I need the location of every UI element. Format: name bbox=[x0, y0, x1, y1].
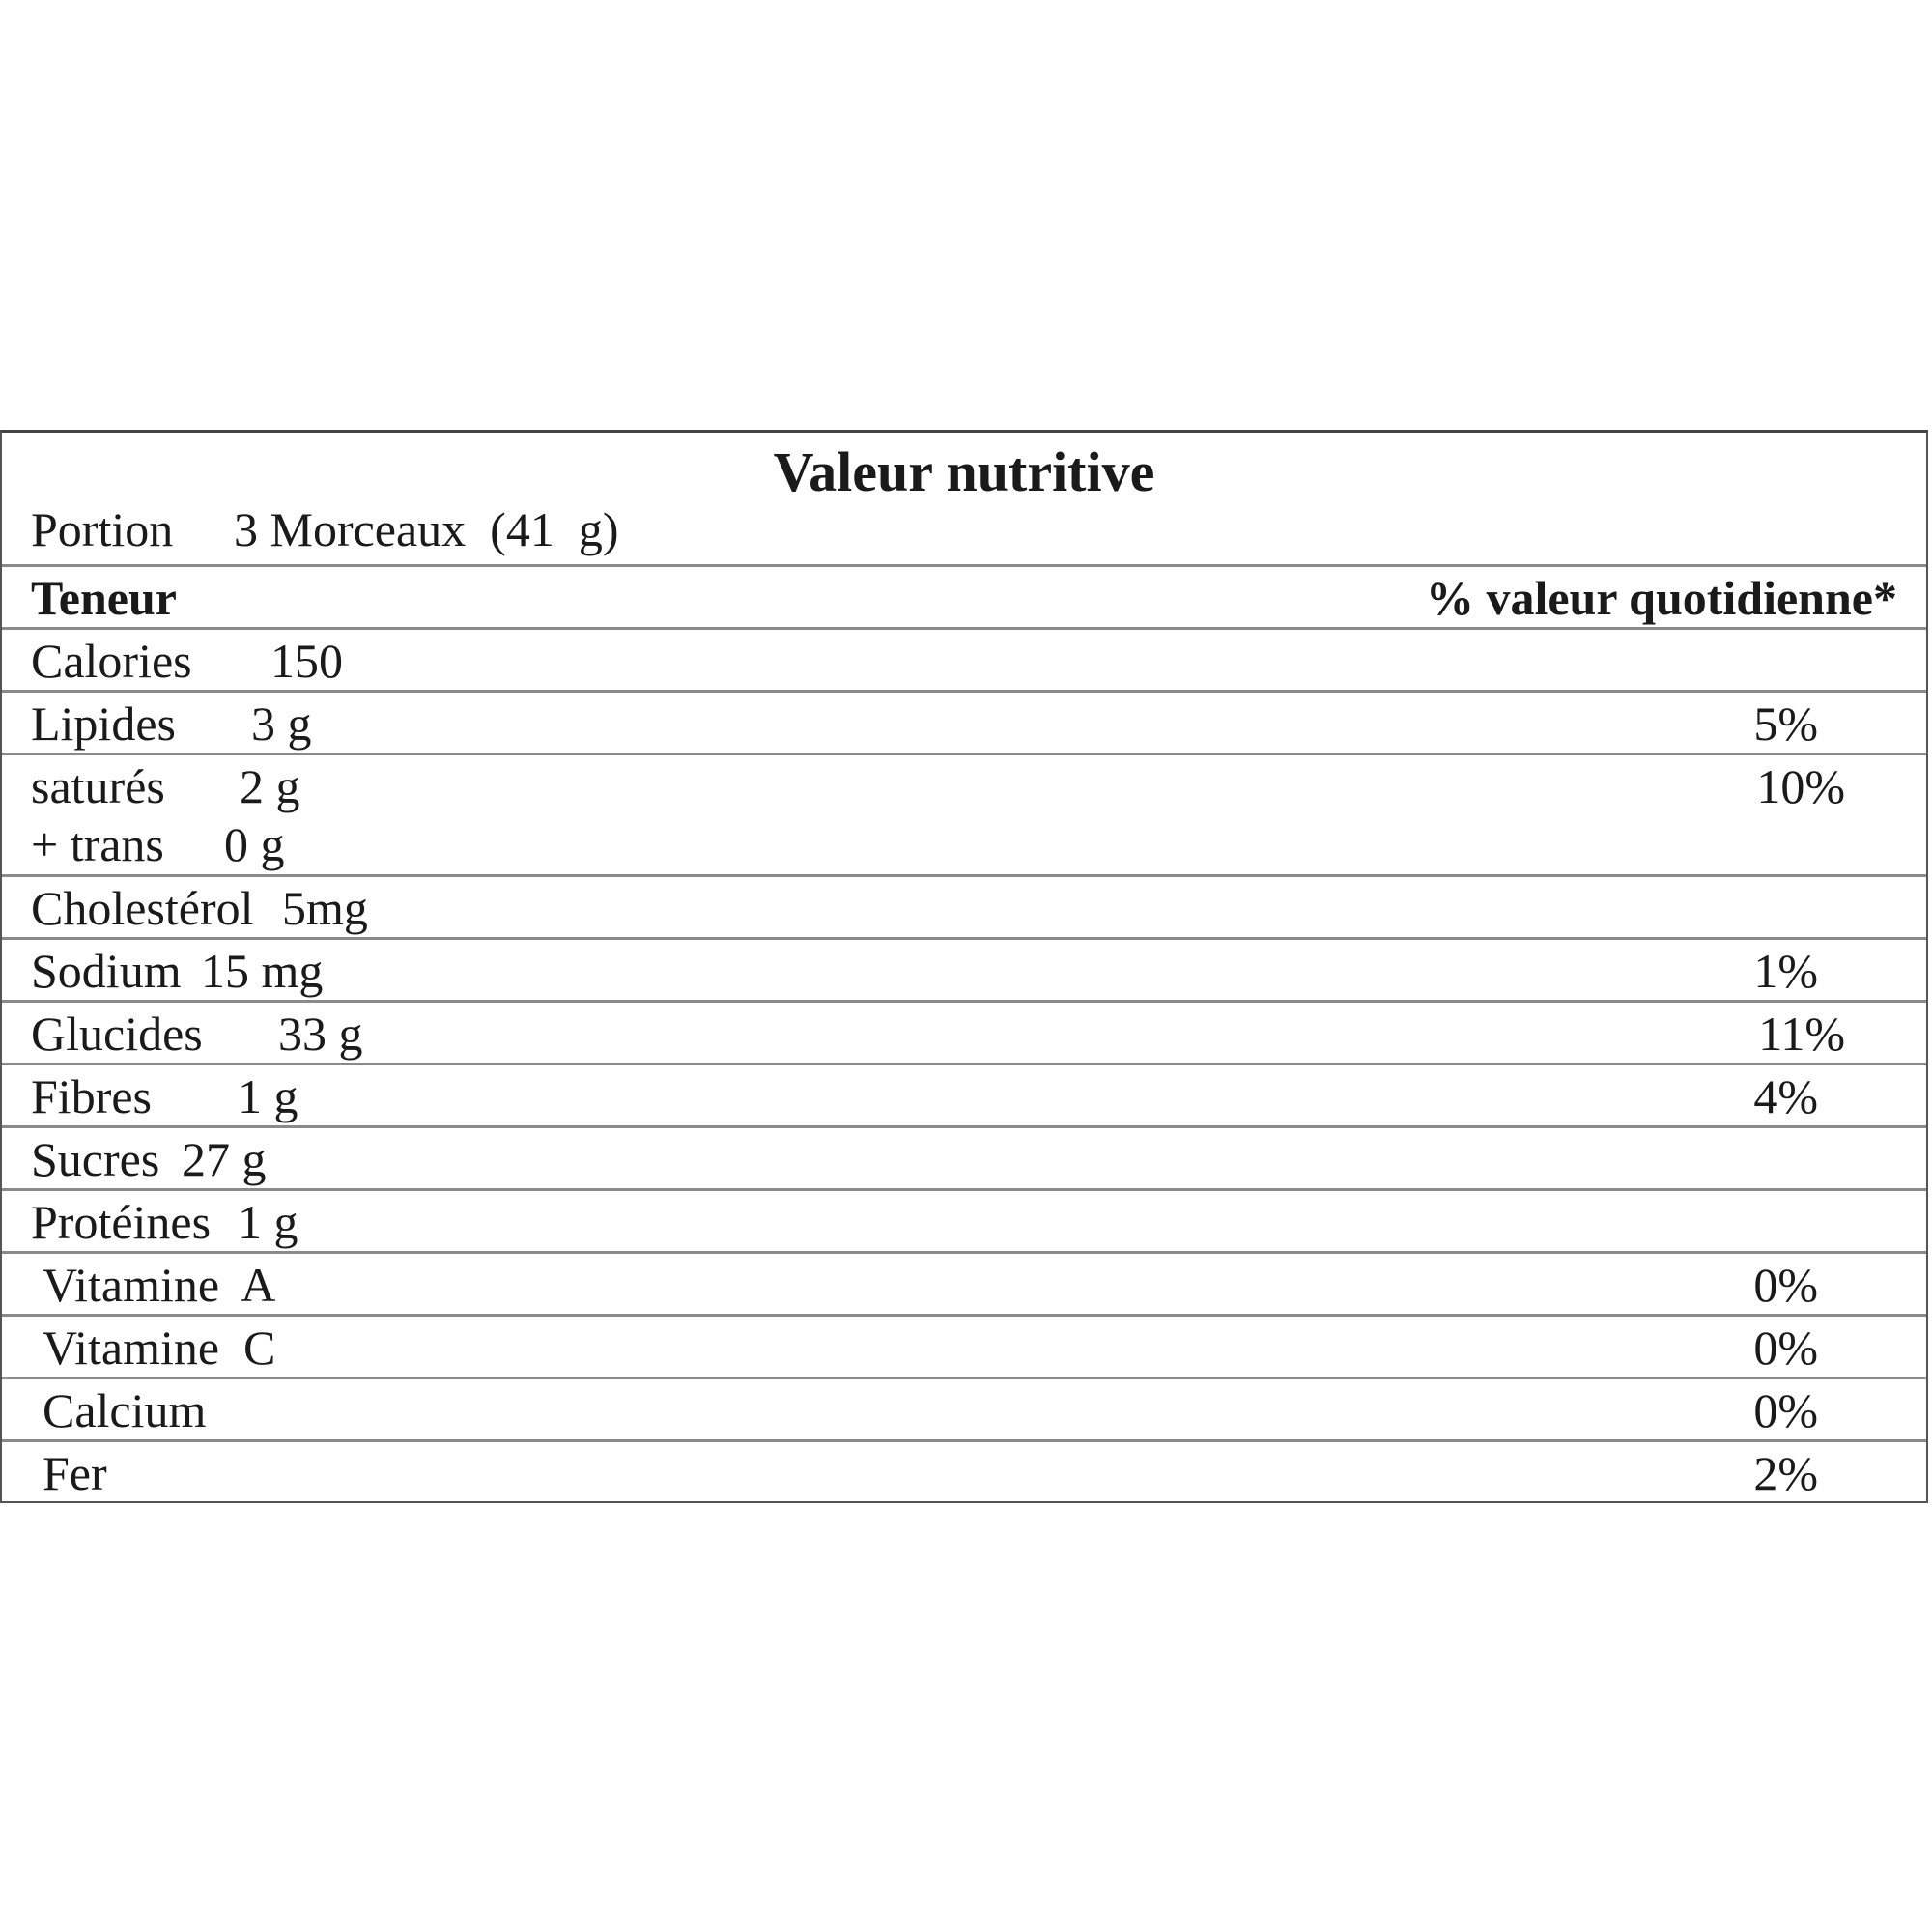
nutrient-daily-value: 0% bbox=[1753, 1383, 1818, 1437]
nutrient-daily-value: 10% bbox=[1756, 759, 1845, 813]
header-row bbox=[2, 567, 1926, 630]
nutrient-daily-value: 2% bbox=[1753, 1446, 1818, 1500]
nutrient-row-calcium bbox=[2, 1379, 1926, 1442]
nutrient-row-fer bbox=[2, 1442, 1926, 1502]
nutrient-row-fibres bbox=[2, 1065, 1926, 1128]
nutrient-amount: 5mg bbox=[282, 881, 368, 935]
nutrient-row-calories bbox=[2, 630, 1926, 693]
nutrient-amount: 1 g bbox=[238, 1069, 298, 1123]
title-block bbox=[2, 433, 1926, 567]
nutrient-row-proteines bbox=[2, 1191, 1926, 1254]
nutrient-amount: 15 mg bbox=[201, 944, 324, 998]
nutrient-amount: 150 bbox=[270, 634, 343, 688]
nutrient-row-vitamine-c bbox=[2, 1317, 1926, 1379]
nutrient-name: Vitamine C bbox=[43, 1321, 276, 1375]
portion-label: Portion bbox=[31, 502, 174, 556]
nutrient-amount: 2 g bbox=[240, 759, 300, 813]
nutrient-row-satures bbox=[2, 755, 1926, 877]
nutrient-row-glucides bbox=[2, 1003, 1926, 1065]
header-right: % valeur quotidienne* bbox=[1425, 571, 1897, 625]
nutrient-row-lipides bbox=[2, 693, 1926, 755]
nutrient-name: Calories bbox=[31, 634, 192, 688]
nutrient-row-vitamine-a bbox=[2, 1254, 1926, 1317]
portion-value: 3 Morceaux (41 g) bbox=[234, 502, 619, 556]
nutrition-facts-table bbox=[0, 430, 1928, 1503]
nutrient-daily-value: 1% bbox=[1753, 944, 1818, 998]
nutrient-name: Glucides bbox=[31, 1007, 203, 1061]
nutrient-row-sucres bbox=[2, 1128, 1926, 1191]
nutrient-name: Fer bbox=[43, 1446, 107, 1500]
nutrient-row-sodium bbox=[2, 940, 1926, 1003]
nutrient-amount: 27 g bbox=[182, 1132, 267, 1186]
nutrient-name: Protéines bbox=[31, 1195, 212, 1249]
nutrient-name: Cholestérol bbox=[31, 881, 254, 935]
header-left: Teneur bbox=[31, 571, 177, 625]
nutrient-sub-amount: 0 g bbox=[224, 817, 285, 871]
nutrient-name: saturés bbox=[31, 759, 165, 813]
nutrient-row-cholesterol bbox=[2, 877, 1926, 940]
nutrient-sub-name: + trans bbox=[31, 817, 164, 871]
nutrient-daily-value: 4% bbox=[1753, 1069, 1818, 1123]
nutrient-name: Lipides bbox=[31, 696, 176, 751]
table-title: Valeur nutritive bbox=[773, 440, 1155, 503]
nutrient-name: Vitamine A bbox=[43, 1258, 276, 1312]
nutrient-amount: 3 g bbox=[251, 696, 312, 751]
nutrient-daily-value: 11% bbox=[1758, 1007, 1845, 1061]
nutrient-amount: 1 g bbox=[238, 1195, 298, 1249]
nutrient-name: Sodium bbox=[31, 944, 182, 998]
nutrient-daily-value: 0% bbox=[1753, 1258, 1818, 1312]
nutrient-name: Calcium bbox=[43, 1383, 207, 1437]
nutrient-amount: 33 g bbox=[278, 1007, 363, 1061]
nutrient-daily-value: 5% bbox=[1753, 696, 1818, 751]
nutrient-daily-value: 0% bbox=[1753, 1321, 1818, 1375]
nutrient-name: Fibres bbox=[31, 1069, 152, 1123]
nutrient-name: Sucres bbox=[31, 1132, 160, 1186]
